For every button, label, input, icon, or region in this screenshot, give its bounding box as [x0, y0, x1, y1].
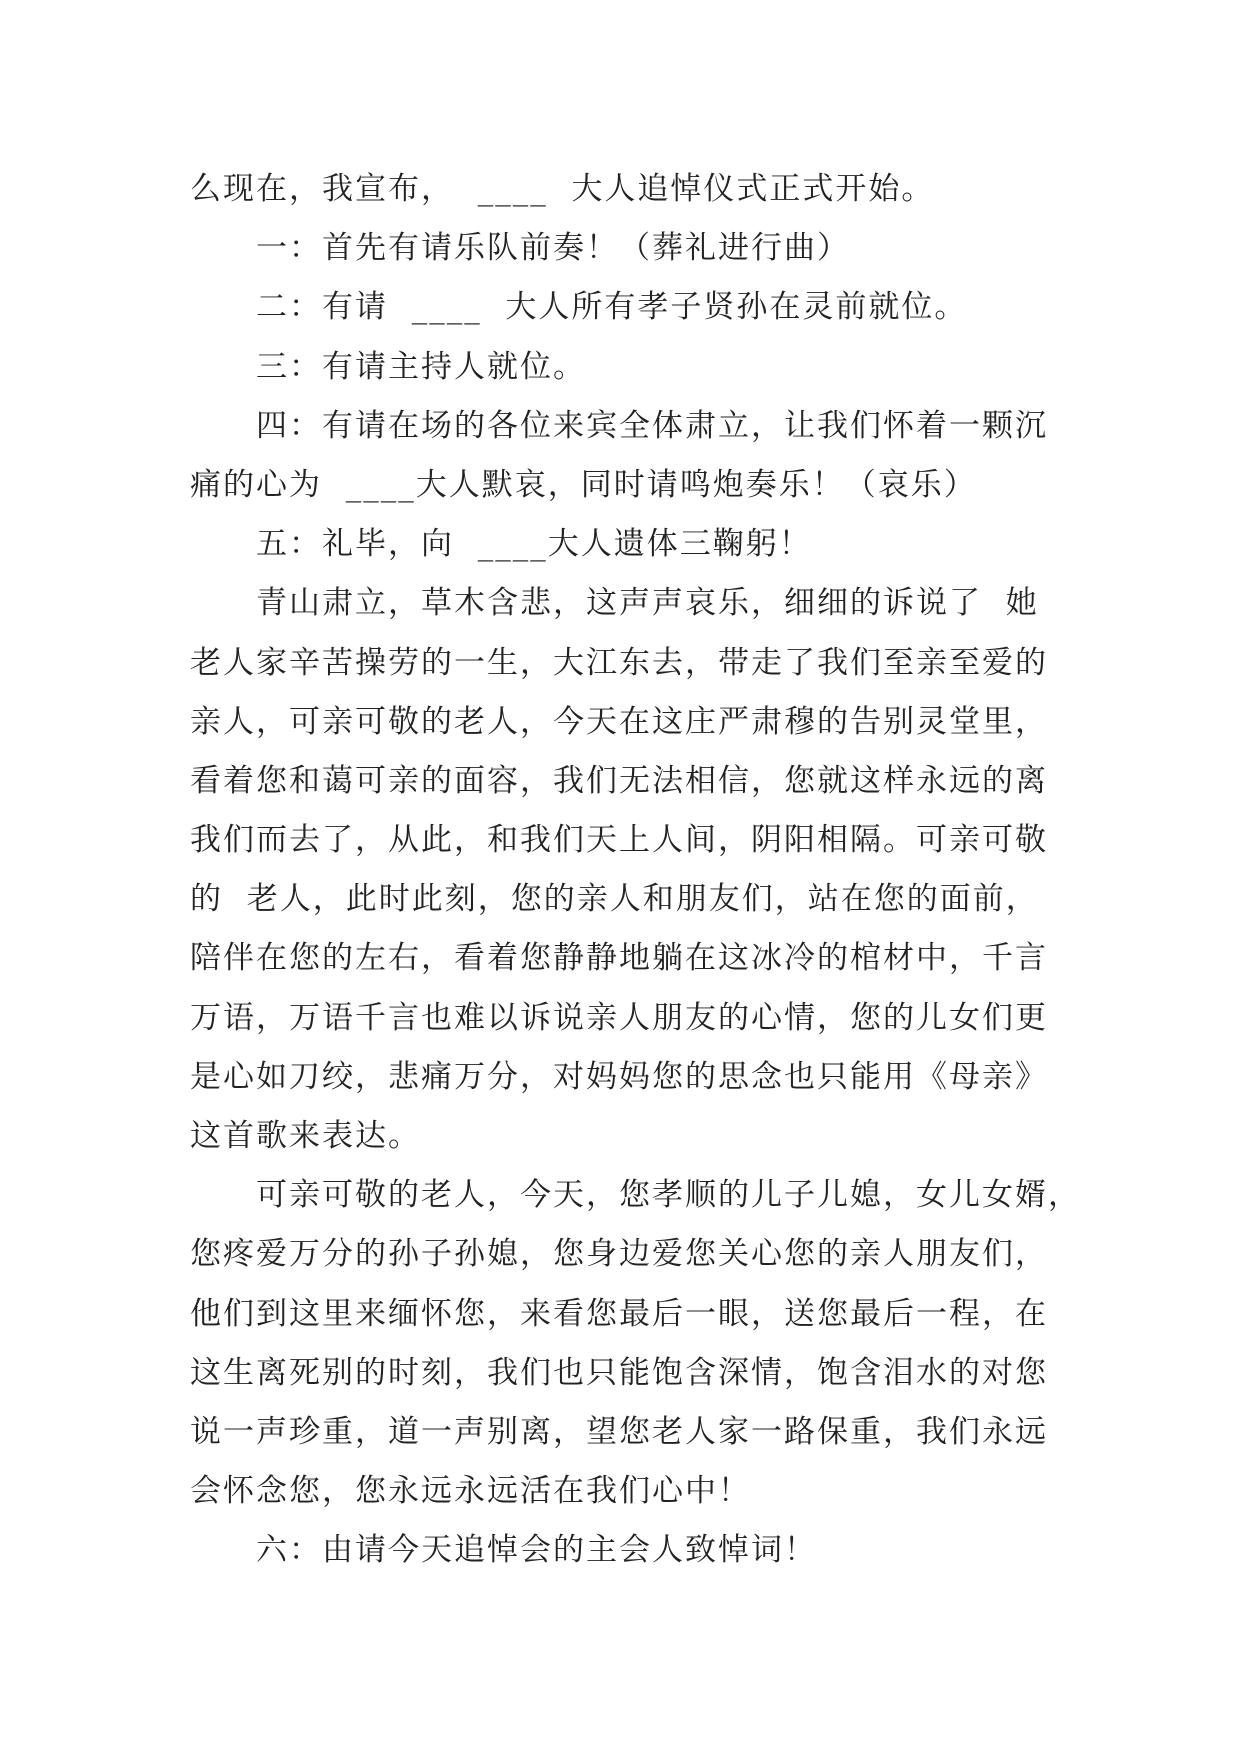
text-line: 看着您和蔼可亲的面容，我们无法相信，您就这样永远的离 — [190, 762, 1048, 799]
text-line: 六：由请今天追悼会的主会人致悼词！ — [256, 1532, 817, 1569]
text-line: 么现在，我宣布， ____ 大人追悼仪式正式开始。 — [190, 171, 935, 207]
text-line: 的 老人，此时此刻，您的亲人和朋友们，站在您的面前， — [190, 881, 1039, 918]
text-line: 痛的心为 ____大人默哀，同时请鸣炮奏乐！（哀乐） — [190, 466, 977, 503]
text-line: 老人家辛苦操劳的一生，大江东去，带走了我们至亲至爱的 — [190, 644, 1048, 681]
text-line: 说一声珍重，道一声别离，望您老人家一路保重，我们永远 — [190, 1413, 1048, 1450]
text-line: 是心如刀绞，悲痛万分，对妈妈您的思念也只能用《母亲》 — [190, 1058, 1048, 1095]
text-line: 您疼爱万分的孙子孙媳，您身边爱您关心您的亲人朋友们， — [190, 1236, 1048, 1273]
text-line: 这首歌来表达。 — [190, 1118, 421, 1154]
text-line: 二：有请 ____ 大人所有孝子贤孙在灵前就位。 — [256, 289, 968, 326]
text-line: 万语，万语千言也难以诉说亲人朋友的心情，您的儿女们更 — [190, 999, 1048, 1036]
text-line: 我们而去了，从此，和我们天上人间，阴阳相隔。可亲可敬 — [190, 822, 1048, 859]
text-line: 他们到这里来缅怀您，来看您最后一眼，送您最后一程，在 — [190, 1295, 1048, 1332]
text-line: 可亲可敬的老人，今天，您孝顺的儿子儿媳，女儿女婿， — [256, 1177, 1081, 1214]
text-line: 一：首先有请乐队前奏！（葬礼进行曲） — [256, 230, 850, 267]
text-line: 亲人，可亲可敬的老人，今天在这庄严肃穆的告别灵堂里， — [190, 703, 1048, 740]
text-line: 陪伴在您的左右，看着您静静地躺在这冰冷的棺材中，千言 — [190, 940, 1048, 977]
text-line: 三：有请主持人就位。 — [256, 348, 586, 385]
text-line: 四：有请在场的各位来宾全体肃立，让我们怀着一颗沉 — [256, 407, 1048, 444]
text-line: 会怀念您，您永远永远活在我们心中！ — [190, 1473, 751, 1510]
text-line: 这生离死别的时刻，我们也只能饱含深情，饱含泪水的对您 — [190, 1354, 1048, 1391]
text-line: 青山肃立，草木含悲，这声声哀乐，细细的诉说了 她 — [256, 585, 1039, 622]
text-line: 五：礼毕，向 ____大人遗体三鞠躬！ — [256, 526, 812, 563]
document-body — [190, 160, 1081, 1581]
